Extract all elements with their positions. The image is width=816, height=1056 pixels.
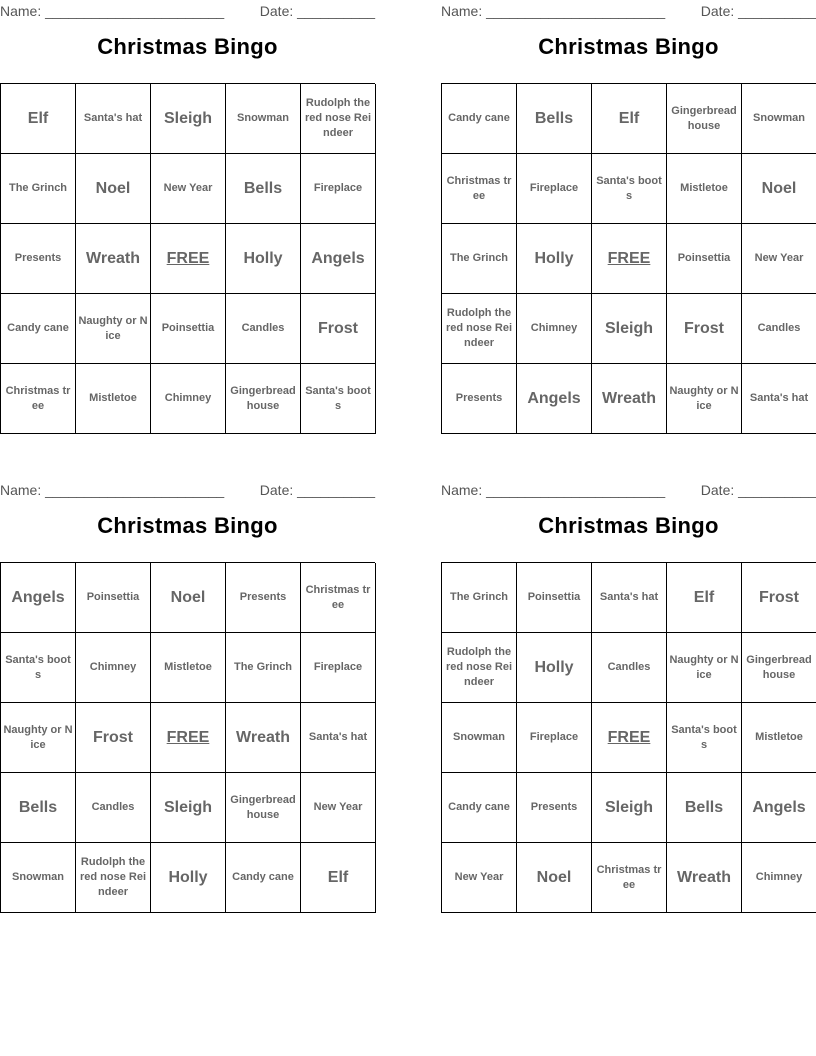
bingo-cell[interactable]: Mistletoe [151, 633, 226, 703]
bingo-cell[interactable]: Frost [742, 563, 816, 633]
bingo-cell[interactable]: Santa's hat [592, 563, 667, 633]
bingo-cell[interactable]: New Year [442, 843, 517, 913]
bingo-cell[interactable]: Elf [301, 843, 376, 913]
free-space-cell[interactable]: FREE [151, 224, 226, 294]
bingo-cell[interactable]: Fireplace [517, 154, 592, 224]
bingo-cell[interactable]: Christmas tree [442, 154, 517, 224]
date-field[interactable]: Date: __________ [700, 3, 816, 19]
bingo-cell[interactable]: Candy cane [442, 773, 517, 843]
bingo-cell[interactable]: Sleigh [592, 773, 667, 843]
card-header [0, 479, 375, 501]
bingo-cell[interactable]: Poinsettia [517, 563, 592, 633]
bingo-cell[interactable]: Frost [76, 703, 151, 773]
bingo-grid [0, 562, 375, 913]
card-header [0, 0, 375, 22]
bingo-cell[interactable]: Candy cane [442, 84, 517, 154]
bingo-cell[interactable]: Noel [517, 843, 592, 913]
bingo-cell[interactable]: Candy cane [1, 294, 76, 364]
bingo-cell[interactable]: Holly [517, 633, 592, 703]
bingo-cell[interactable]: Santa's boots [1, 633, 76, 703]
bingo-card-3 [0, 479, 375, 898]
free-space-cell[interactable]: FREE [592, 224, 667, 294]
bingo-cell[interactable]: Poinsettia [151, 294, 226, 364]
bingo-cell[interactable]: Rudolph the red nose Reindeer [76, 843, 151, 913]
bingo-cell[interactable]: Rudolph the red nose Reindeer [442, 294, 517, 364]
card-title: Christmas Bingo [97, 513, 278, 538]
bingo-cell[interactable]: Fireplace [301, 154, 376, 224]
bingo-cell[interactable]: The Grinch [442, 563, 517, 633]
bingo-cell[interactable]: Fireplace [301, 633, 376, 703]
bingo-cell[interactable]: Naughty or Nice [1, 703, 76, 773]
name-field[interactable]: Name: _______________________ [441, 482, 666, 498]
card-header [441, 479, 816, 501]
bingo-cell[interactable]: Santa's hat [301, 703, 376, 773]
bingo-cell[interactable]: Wreath [226, 703, 301, 773]
bingo-cell[interactable]: Naughty or Nice [76, 294, 151, 364]
bingo-cell[interactable]: Gingerbread house [667, 84, 742, 154]
bingo-cell[interactable]: Frost [301, 294, 376, 364]
bingo-cell[interactable]: Christmas tree [1, 364, 76, 434]
bingo-cell[interactable]: Snowman [1, 843, 76, 913]
bingo-cell[interactable]: Santa's boots [592, 154, 667, 224]
name-field[interactable]: Name: _______________________ [0, 3, 225, 19]
bingo-cell[interactable]: The Grinch [1, 154, 76, 224]
bingo-cell[interactable]: Rudolph the red nose Reindeer [442, 633, 517, 703]
bingo-cell[interactable]: Noel [742, 154, 816, 224]
bingo-cell[interactable]: Naughty or Nice [667, 633, 742, 703]
bingo-cell[interactable]: Christmas tree [592, 843, 667, 913]
bingo-grid [0, 83, 375, 434]
bingo-cell[interactable]: Candy cane [226, 843, 301, 913]
bingo-cell[interactable]: Santa's hat [76, 84, 151, 154]
card-title: Christmas Bingo [97, 34, 278, 59]
bingo-cell[interactable]: Wreath [592, 364, 667, 434]
bingo-cell[interactable]: Chimney [76, 633, 151, 703]
bingo-cell[interactable]: Santa's boots [667, 703, 742, 773]
bingo-cell[interactable]: Angels [742, 773, 816, 843]
bingo-cell[interactable]: Wreath [76, 224, 151, 294]
bingo-cell[interactable]: New Year [742, 224, 816, 294]
bingo-cell[interactable]: Bells [226, 154, 301, 224]
bingo-cell[interactable]: Gingerbread house [226, 773, 301, 843]
bingo-cell[interactable]: Rudolph the red nose Reindeer [301, 84, 376, 154]
bingo-cell[interactable]: New Year [151, 154, 226, 224]
bingo-cell[interactable]: Presents [1, 224, 76, 294]
date-field[interactable]: Date: __________ [700, 482, 816, 498]
bingo-cell[interactable]: Angels [1, 563, 76, 633]
card-header [441, 0, 816, 22]
bingo-cell[interactable]: Elf [667, 563, 742, 633]
bingo-cell[interactable]: Santa's boots [301, 364, 376, 434]
bingo-cell[interactable]: The Grinch [442, 224, 517, 294]
bingo-cell[interactable]: Wreath [667, 843, 742, 913]
bingo-cell[interactable]: Holly [226, 224, 301, 294]
bingo-card-1 [0, 0, 375, 412]
bingo-cell[interactable]: Christmas tree [301, 563, 376, 633]
bingo-cell[interactable]: Angels [301, 224, 376, 294]
card-title: Christmas Bingo [538, 34, 719, 59]
bingo-grid [441, 83, 816, 434]
bingo-cell[interactable]: Sleigh [592, 294, 667, 364]
free-space-cell[interactable]: FREE [592, 703, 667, 773]
bingo-cell[interactable]: Bells [1, 773, 76, 843]
bingo-cell[interactable]: Mistletoe [742, 703, 816, 773]
bingo-cell[interactable]: Poinsettia [667, 224, 742, 294]
bingo-cell[interactable]: Noel [151, 563, 226, 633]
bingo-cell[interactable]: Chimney [517, 294, 592, 364]
bingo-card-2 [441, 0, 816, 412]
bingo-cell[interactable]: The Grinch [226, 633, 301, 703]
bingo-cell[interactable]: Candles [76, 773, 151, 843]
bingo-cell[interactable]: Presents [226, 563, 301, 633]
bingo-cell[interactable]: Candles [592, 633, 667, 703]
bingo-cell[interactable]: Naughty or Nice [667, 364, 742, 434]
bingo-cell[interactable]: Sleigh [151, 84, 226, 154]
bingo-cell[interactable]: Bells [517, 84, 592, 154]
free-space-cell[interactable]: FREE [151, 703, 226, 773]
bingo-cell[interactable]: Chimney [742, 843, 816, 913]
card-title: Christmas Bingo [538, 513, 719, 538]
bingo-cell[interactable]: Poinsettia [76, 563, 151, 633]
bingo-cell[interactable]: Snowman [226, 84, 301, 154]
bingo-card-4 [441, 479, 816, 891]
date-field[interactable]: Date: __________ [259, 3, 375, 19]
bingo-cell[interactable]: Candles [742, 294, 816, 364]
bingo-cell[interactable]: Snowman [742, 84, 816, 154]
bingo-cell[interactable]: Gingerbread house [226, 364, 301, 434]
bingo-cell[interactable]: Angels [517, 364, 592, 434]
name-field[interactable]: Name: _______________________ [0, 482, 225, 498]
bingo-cell[interactable]: Holly [151, 843, 226, 913]
bingo-cell[interactable]: Chimney [151, 364, 226, 434]
date-field[interactable]: Date: __________ [259, 482, 375, 498]
bingo-cell[interactable]: Holly [517, 224, 592, 294]
bingo-cell[interactable]: Frost [667, 294, 742, 364]
bingo-cell[interactable]: Fireplace [517, 703, 592, 773]
bingo-cell[interactable]: Bells [667, 773, 742, 843]
bingo-cell[interactable]: Candles [226, 294, 301, 364]
bingo-cell[interactable]: Noel [76, 154, 151, 224]
bingo-cell[interactable]: Mistletoe [667, 154, 742, 224]
bingo-cell[interactable]: Mistletoe [76, 364, 151, 434]
bingo-cell[interactable]: New Year [301, 773, 376, 843]
bingo-cell[interactable]: Presents [517, 773, 592, 843]
bingo-cell[interactable]: Gingerbread house [742, 633, 816, 703]
bingo-cell[interactable]: Presents [442, 364, 517, 434]
bingo-cell[interactable]: Elf [592, 84, 667, 154]
bingo-cell[interactable]: Snowman [442, 703, 517, 773]
name-field[interactable]: Name: _______________________ [441, 3, 666, 19]
bingo-cell[interactable]: Sleigh [151, 773, 226, 843]
bingo-cell[interactable]: Santa's hat [742, 364, 816, 434]
bingo-grid [441, 562, 816, 913]
bingo-cell[interactable]: Elf [1, 84, 76, 154]
